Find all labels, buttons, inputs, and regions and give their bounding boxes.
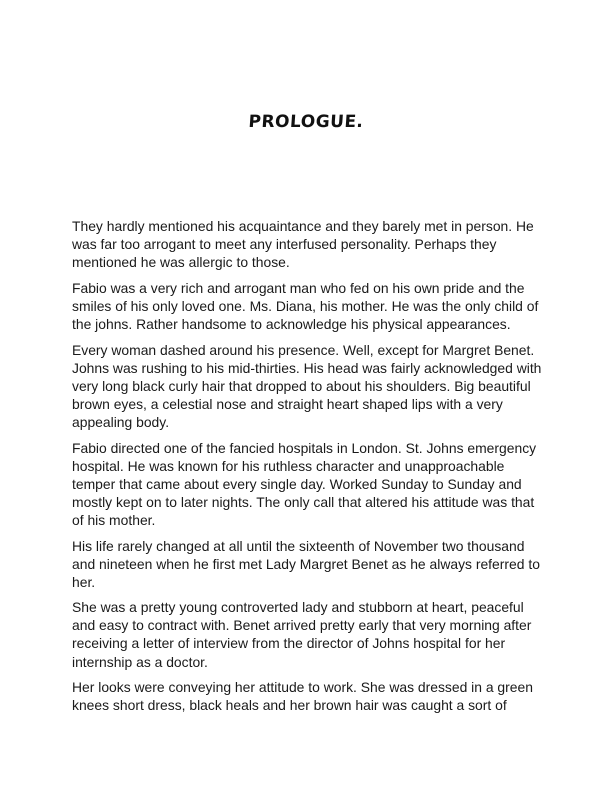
paragraph: His life rarely changed at all until the sixteenth of November two thousand and nineteen when he first met Lady Margret Benet as he always referred to her. [72,537,540,590]
paragraph: Fabio was a very rich and arrogant man who fed on his own pride and the smiles of his only loved one. Ms. Diana, his mother. He was the only child of the johns. Rather handsome to acknowledge his physical appearances. [72,279,539,332]
chapter-body [72,217,544,722]
paragraph: Every woman dashed around his presence. Well, except for Margret Benet. Johns was rushing to his mid-thirties. His head was fairly acknowledged with very long black curly hair that dropped to about his shoulders. Big beautiful brown eyes, a celestial nose and straight heart shaped lips with a very appealing body. [72,341,542,430]
paragraph: She was a pretty young controverted lady and stubborn at heart, peaceful and easy to contract with. Benet arrived pretty early that very morning after receiving a letter of interview from the director of Johns hospital for her internship as a doctor. [72,599,532,670]
paragraph: Fabio directed one of the fancied hospitals in London. St. Johns emergency hospital. He was known for his ruthless character and unapproachable temper that came about every single day. Worked Sunday to Sunday and mostly kept on to later nights. The only call that altered his attitude was that of his mother. [72,439,537,528]
chapter-title: PROLOGUE. [247,112,365,132]
paragraph: Her looks were conveying her attitude to work. She was dressed in a green knees short dress, black heals and her brown hair was caught a sort of [72,679,533,714]
paragraph: They hardly mentioned his acquaintance and they barely met in person. He was far too arrogant to meet any interfused personality. Perhaps they mentioned he was allergic to those. [72,218,534,271]
